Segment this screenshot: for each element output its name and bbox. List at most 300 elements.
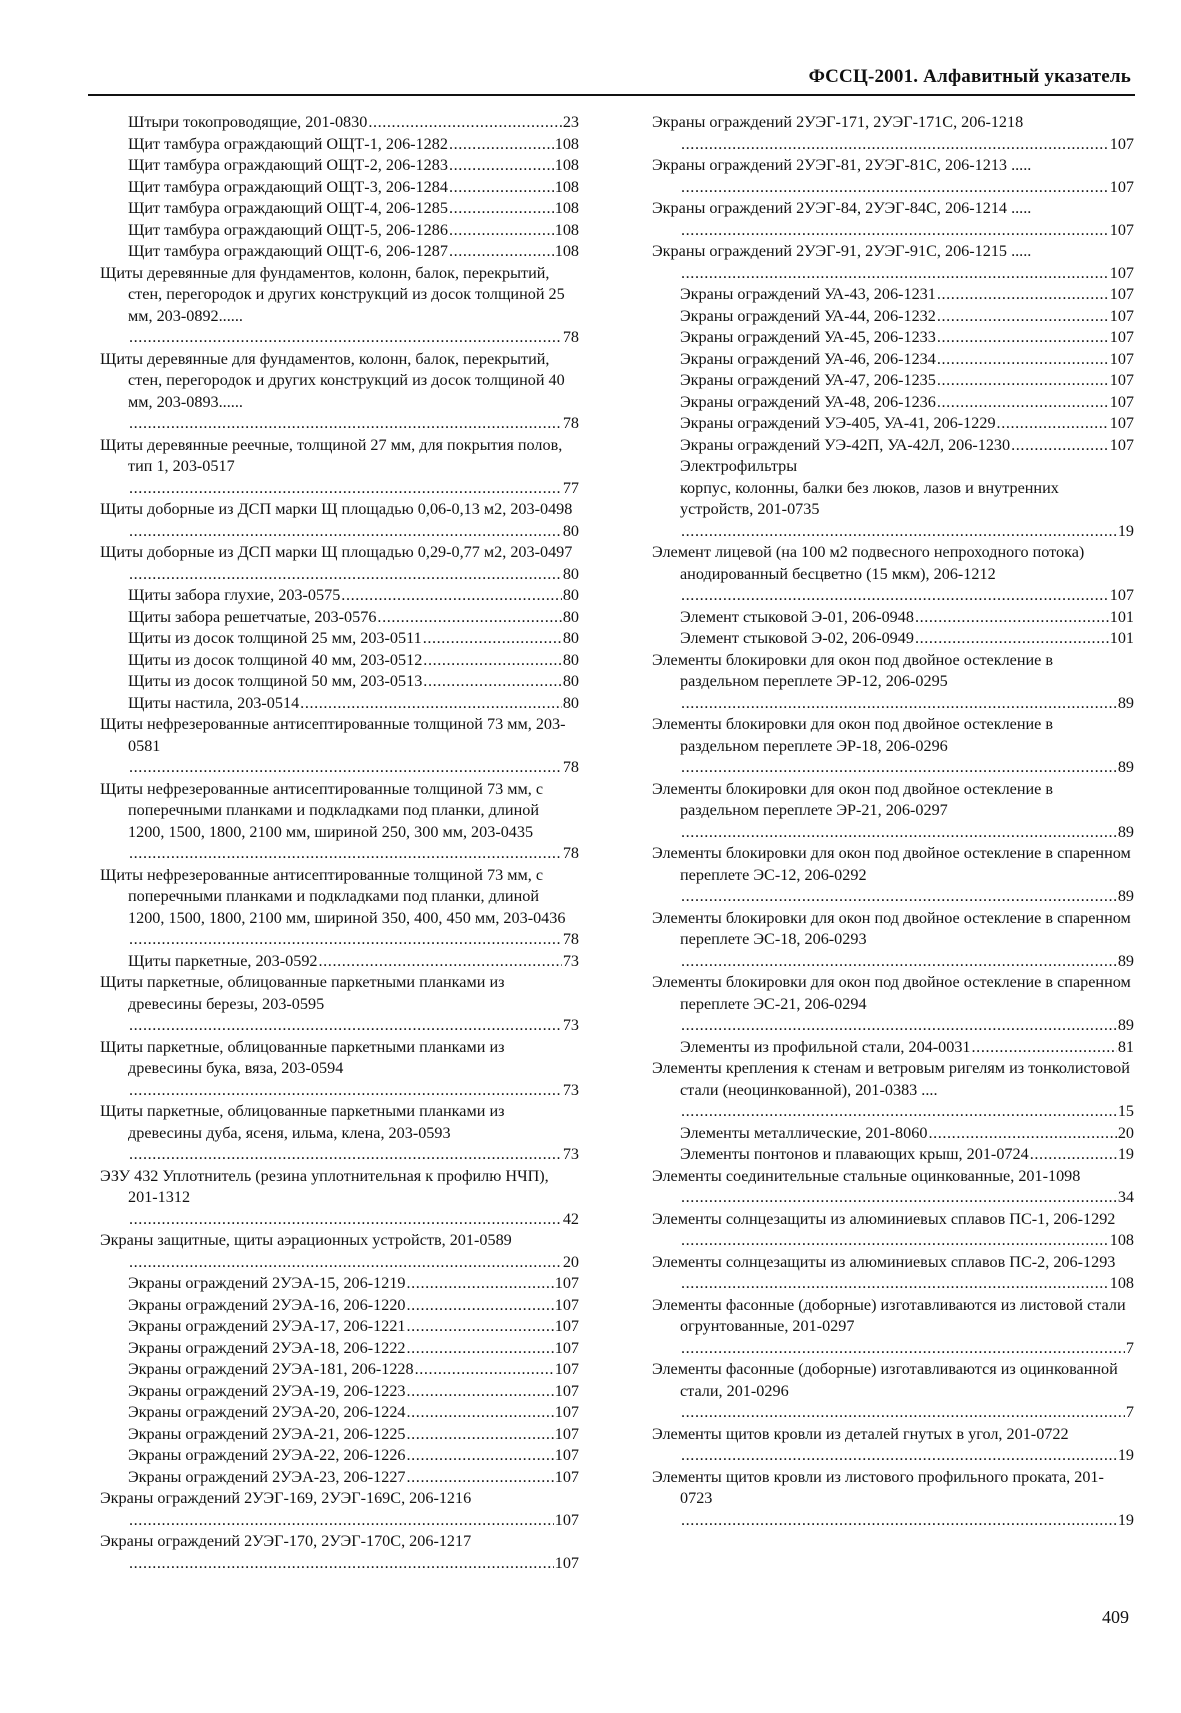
entry-line — [128, 1445, 579, 1467]
entry-text: Экраны ограждений УА-48, 206-1236 — [680, 392, 936, 411]
entry-text: Щит тамбура ограждающий ОЩТ-6, 206-1287 — [128, 242, 448, 260]
entry-page: 80 — [562, 629, 579, 647]
entry-page-line — [680, 1273, 1134, 1295]
entry-text: Щиты нефрезерованные антисептированные толщиной 73 мм, 203-0581 — [100, 715, 566, 755]
entry-page-line — [680, 263, 1134, 285]
entry-page-line — [680, 134, 1134, 156]
index-entry — [652, 1144, 1134, 1166]
entry-page: 107 — [1109, 285, 1134, 303]
dot-leader — [681, 1015, 1117, 1037]
entry-page: 89 — [1117, 951, 1134, 970]
index-entry — [652, 908, 1134, 973]
entry-text: Элементы щитов кровли из листового профильного проката, 201-0723 — [652, 1467, 1104, 1507]
page-number: 409 — [1102, 1607, 1129, 1627]
entry-line — [128, 1359, 579, 1381]
index-entry — [100, 1424, 579, 1446]
index-entry — [100, 1273, 579, 1295]
entry-page: 107 — [1109, 414, 1134, 432]
index-entry — [652, 650, 1134, 715]
dot-leader — [1030, 1144, 1117, 1166]
dot-leader — [129, 564, 562, 586]
dot-leader — [449, 155, 554, 177]
dot-leader — [937, 327, 1109, 349]
entry-text: Щиты доборные из ДСП марки Щ площадью 0,29-0,77 м2, 203-0497 — [100, 543, 573, 561]
entry-page: 78 — [562, 844, 579, 862]
entry-page-line — [128, 478, 579, 500]
dot-leader — [449, 134, 554, 156]
entry-line — [128, 1467, 579, 1489]
dot-leader — [129, 413, 562, 435]
entry-line — [128, 134, 579, 156]
entry-text: Щиты доборные из ДСП марки Щ площадью 0,06-0,13 м2, 203-0498 — [100, 500, 573, 518]
entry-page: 107 — [554, 1467, 579, 1486]
dot-leader — [681, 1230, 1109, 1252]
entry-line — [128, 1295, 579, 1317]
entry-page: 107 — [1109, 134, 1134, 153]
entry-text: Элементы из профильной стали, 204-0031 — [680, 1037, 971, 1056]
entry-page-line — [680, 585, 1134, 607]
entry-page-line — [680, 1015, 1134, 1037]
index-entry — [652, 779, 1134, 844]
entry-page: 80 — [562, 564, 579, 583]
entry-page: 107 — [1109, 586, 1134, 604]
index-entry — [652, 1209, 1134, 1252]
dot-leader — [319, 951, 562, 973]
entry-line — [680, 392, 1134, 414]
dot-leader — [681, 1402, 1125, 1424]
entry-page: 108 — [554, 199, 579, 217]
entry-text: Щиты паркетные, облицованные паркетными планками из древесины березы, 203-0595 — [100, 973, 505, 1013]
entry-text: Щиты деревянные реечные, толщиной 27 мм, для покрытия полов, тип 1, 203-0517 — [100, 435, 563, 475]
index-entry — [100, 241, 579, 263]
entry-line — [128, 628, 579, 650]
entry-page: 80 — [562, 586, 579, 604]
dot-leader — [407, 1381, 554, 1403]
index-entry — [100, 1488, 579, 1531]
entry-line — [128, 241, 579, 263]
index-entry — [100, 671, 579, 693]
entry-line — [680, 628, 1134, 650]
index-entry — [652, 241, 1134, 284]
dot-leader — [407, 1467, 554, 1489]
entry-line — [680, 435, 1134, 457]
entry-text: Элементы солнцезащиты из алюминиевых сплавов ПС-1, 206-1292 — [652, 1209, 1116, 1228]
dot-leader — [129, 1252, 562, 1274]
entry-page: 107 — [1109, 392, 1134, 411]
dot-leader — [129, 1209, 562, 1231]
entry-line — [680, 284, 1134, 306]
dot-leader — [681, 1273, 1109, 1295]
entry-text: Щиты забора глухие, 203-0575 — [128, 586, 341, 604]
entry-page: 107 — [1109, 177, 1134, 196]
entry-text: Экраны ограждений УЭ-42П, УА-42Л, 206-1230 — [680, 435, 1011, 454]
entry-page: 107 — [1109, 371, 1134, 389]
entry-text: Щиты настила, 203-0514 — [128, 693, 300, 712]
entry-page: 107 — [554, 1338, 579, 1357]
dot-leader — [129, 521, 562, 543]
dot-leader — [937, 370, 1109, 392]
entry-page-line — [128, 1015, 579, 1037]
entry-page: 15 — [1117, 1102, 1134, 1120]
entry-text: Щиты деревянные для фундаментов, колонн, балок, перекрытий, стен, перегородок и других конструкций из досок толщиной 40 мм, 203-0893...... — [100, 349, 565, 411]
entry-text: Экраны ограждений 2УЭГ-84, 2УЭГ-84С, 206-1214 ..... — [652, 199, 1032, 217]
dot-leader — [129, 1144, 562, 1166]
entry-text: Щиты нефрезерованные антисептированные толщиной 73 мм, с поперечными планками и подкладками под планки, длиной 1200, 1500, 1800, 2100 мм, шириной 350, 400, 450 мм, 203-0436 — [100, 865, 566, 927]
entry-page-line — [128, 327, 579, 349]
index-entry — [100, 177, 579, 199]
dot-leader — [1011, 435, 1109, 457]
entry-text: Элементы блокировки для окон под двойное остекление в раздельном переплете ЭР-12, 206-0295 — [652, 650, 1054, 690]
entry-page: 108 — [554, 177, 579, 196]
entry-text: Экраны ограждений 2УЭГ-170, 2УЭГ-170С, 206-1217 — [100, 1532, 472, 1550]
entry-line — [128, 177, 579, 199]
index-entry — [100, 585, 579, 607]
entry-text: Экраны ограждений УА-44, 206-1232 — [680, 306, 936, 325]
entry-text: Элементы блокировки для окон под двойное остекление в спаренном переплете ЭС-12, 206-0292 — [652, 844, 1131, 884]
dot-leader — [997, 413, 1109, 435]
index-entry — [100, 1359, 579, 1381]
index-entry — [100, 1445, 579, 1467]
entry-page: 107 — [554, 1317, 579, 1335]
entry-page-line — [680, 1402, 1134, 1424]
dot-leader — [681, 1510, 1117, 1532]
entry-text: Экраны защитные, щиты аэрационных устройств, 201-0589 — [100, 1231, 512, 1249]
entry-page: 108 — [554, 134, 579, 153]
entry-page-line — [680, 951, 1134, 973]
entry-page: 19 — [1117, 1145, 1134, 1163]
index-entry — [100, 779, 579, 865]
entry-page: 19 — [1117, 1510, 1134, 1529]
index-entry — [652, 1424, 1134, 1467]
entry-page-line — [680, 220, 1134, 242]
entry-text: Щиты паркетные, облицованные паркетными планками из древесины бука, вяза, 203-0594 — [100, 1037, 505, 1077]
entry-page-line — [128, 843, 579, 865]
dot-leader — [681, 263, 1109, 285]
index-entry — [652, 1058, 1134, 1123]
entry-page: 107 — [1109, 306, 1134, 325]
entry-text: Штыри токопроводящие, 201-0830 — [128, 113, 368, 131]
index-entry — [652, 198, 1134, 241]
entry-page-line — [680, 1445, 1134, 1467]
entry-line — [128, 951, 579, 973]
entry-page: 107 — [554, 1360, 579, 1378]
entry-page: 107 — [554, 1274, 579, 1292]
entry-text: Элементы фасонные (доборные) изготавливаются из оцинкованной стали, 201-0296 — [652, 1360, 1118, 1400]
entry-text: Элемент стыковой Э-01, 206-0948 — [680, 607, 914, 626]
entry-page-line — [128, 521, 579, 543]
entry-page: 108 — [554, 156, 579, 174]
entry-page: 89 — [1117, 758, 1134, 776]
dot-leader — [341, 585, 562, 607]
entry-line — [128, 1402, 579, 1424]
entry-line — [128, 1338, 579, 1360]
dot-leader — [407, 1295, 554, 1317]
entry-text: Элементы понтонов и плавающих крыш, 201-0724 — [680, 1145, 1029, 1163]
entry-page: 80 — [562, 650, 579, 669]
index-entry — [652, 284, 1134, 306]
index-entry — [652, 607, 1134, 629]
entry-text: Элементы блокировки для окон под двойное остекление в раздельном переплете ЭР-21, 206-0297 — [652, 779, 1054, 819]
entry-page: 107 — [554, 1510, 579, 1529]
dot-leader — [915, 628, 1109, 650]
index-entry — [652, 1252, 1134, 1295]
entry-line — [128, 693, 579, 715]
entry-page: 107 — [554, 1446, 579, 1464]
dot-leader — [681, 1338, 1125, 1360]
index-entry — [100, 1402, 579, 1424]
index-entry — [100, 349, 579, 435]
index-entry — [100, 435, 579, 500]
entry-text: Экраны ограждений 2УЭА-16, 206-1220 — [128, 1295, 406, 1314]
index-entry — [100, 1467, 579, 1489]
entry-text: Элементы металлические, 201-8060 — [680, 1123, 928, 1142]
entry-page: 107 — [1109, 328, 1134, 346]
entry-text: Элементы крепления к стенам и ветровым ригелям из тонколистовой стали (неоцинкованной), 201-0383 .... — [652, 1059, 1130, 1099]
dot-leader — [681, 1101, 1117, 1123]
entry-page: 77 — [562, 478, 579, 497]
entry-text: Щиты из досок толщиной 25 мм, 203-0511 — [128, 629, 422, 647]
index-entry — [100, 1316, 579, 1338]
entry-text: Элемент лицевой (на 100 м2 подвесного непроходного потока) анодированный бесцветно (15 мкм), 206-1212 — [652, 543, 1085, 583]
dot-leader — [937, 306, 1109, 328]
entry-text: Экраны ограждений УА-46, 206-1234 — [680, 349, 936, 368]
right-column — [652, 112, 1134, 1531]
entry-text: Экраны ограждений 2УЭГ-81, 2УЭГ-81С, 206-1213 ..... — [652, 156, 1032, 174]
entry-page-line — [680, 1338, 1134, 1360]
index-entry — [100, 1230, 579, 1273]
entry-page: 107 — [554, 1553, 579, 1572]
index-entry — [100, 1381, 579, 1403]
index-entry — [652, 1359, 1134, 1424]
index-entry — [100, 112, 579, 134]
index-entry — [652, 327, 1134, 349]
entry-page: 80 — [562, 672, 579, 690]
entry-line — [128, 650, 579, 672]
dot-leader — [937, 349, 1109, 371]
entry-text: Щиты забора решетчатые, 203-0576 — [128, 607, 377, 626]
index-entry — [100, 972, 579, 1037]
dot-leader — [681, 220, 1109, 242]
index-entry — [100, 693, 579, 715]
entry-page: 78 — [562, 930, 579, 948]
entry-page: 107 — [554, 1424, 579, 1443]
index-entry — [652, 542, 1134, 607]
entry-text: Элементы блокировки для окон под двойное остекление в спаренном переплете ЭС-18, 206-0293 — [652, 908, 1131, 948]
dot-leader — [681, 886, 1117, 908]
entry-line — [680, 370, 1134, 392]
entry-text: Щит тамбура ограждающий ОЩТ-5, 206-1286 — [128, 220, 448, 239]
entry-line — [680, 349, 1134, 371]
entry-page-line — [680, 822, 1134, 844]
entry-page: 107 — [554, 1295, 579, 1314]
entry-line — [680, 327, 1134, 349]
dot-leader — [937, 284, 1109, 306]
entry-page: 81 — [1117, 1037, 1134, 1056]
index-entry — [652, 714, 1134, 779]
entry-text: Элементы блокировки для окон под двойное остекление в раздельном переплете ЭР-18, 206-0296 — [652, 715, 1054, 755]
dot-leader — [407, 1424, 554, 1446]
dot-leader — [407, 1273, 554, 1295]
dot-leader — [681, 693, 1117, 715]
entry-line — [128, 607, 579, 629]
entry-page-line — [128, 564, 579, 586]
dot-leader — [407, 1338, 554, 1360]
entry-page: 80 — [562, 607, 579, 626]
entry-page: 108 — [554, 220, 579, 239]
index-entry — [100, 714, 579, 779]
entry-page: 101 — [1109, 629, 1134, 647]
index-entry — [100, 1037, 579, 1102]
index-entry — [100, 499, 579, 542]
index-entry — [100, 1338, 579, 1360]
index-entry — [100, 155, 579, 177]
dot-leader — [681, 134, 1109, 156]
dot-leader — [681, 1445, 1117, 1467]
entry-page: 7 — [1125, 1403, 1134, 1421]
dot-leader — [407, 1316, 554, 1338]
index-entry — [100, 1166, 579, 1231]
entry-text: Элементы солнцезащиты из алюминиевых сплавов ПС-2, 206-1293 — [652, 1252, 1116, 1271]
entry-page: 20 — [562, 1252, 579, 1271]
entry-page: 80 — [562, 521, 579, 540]
entry-page-line — [128, 1553, 579, 1575]
dot-leader — [368, 112, 561, 134]
index-entry — [100, 263, 579, 349]
entry-page-line — [680, 1230, 1134, 1252]
dot-leader — [681, 951, 1117, 973]
entry-page-line — [680, 177, 1134, 199]
entry-text: Экраны ограждений 2УЭА-18, 206-1222 — [128, 1338, 406, 1357]
index-entry — [652, 413, 1134, 435]
entry-text: Элемент стыковой Э-02, 206-0949 — [680, 629, 914, 647]
entry-text: Щиты нефрезерованные антисептированные толщиной 73 мм, с поперечными планками и подкладками под планки, длиной 1200, 1500, 1800, 2100 мм, шириной 250, 300 мм, 203-0435 — [100, 779, 544, 841]
index-entry — [100, 865, 579, 951]
index-entry — [652, 478, 1134, 543]
entry-text: Щиты из досок толщиной 40 мм, 203-0512 — [128, 650, 423, 669]
entry-page: 107 — [1109, 263, 1134, 282]
entry-page: 78 — [562, 758, 579, 776]
index-entry — [100, 607, 579, 629]
entry-text: ЭЗУ 432 Уплотнитель (резина уплотнительная к профилю НЧП), 201-1312 — [100, 1166, 549, 1206]
entry-line — [680, 1144, 1134, 1166]
dot-leader — [423, 671, 562, 693]
index-entry — [652, 1295, 1134, 1360]
entry-page: 101 — [1109, 607, 1134, 626]
entry-text: Элементы щитов кровли из деталей гнутых в угол, 201-0722 — [652, 1424, 1069, 1443]
entry-line — [128, 112, 579, 134]
dot-leader — [449, 241, 554, 263]
entry-text: Щиты деревянные для фундаментов, колонн, балок, перекрытий, стен, перегородок и других конструкций из досок толщиной 25 мм, 203-0892...... — [100, 263, 565, 325]
entry-page-line — [128, 1252, 579, 1274]
index-entry — [652, 435, 1134, 457]
dot-leader — [449, 198, 554, 220]
dot-leader — [928, 1123, 1116, 1145]
dot-leader — [972, 1037, 1117, 1059]
dot-leader — [681, 521, 1117, 543]
dot-leader — [415, 1359, 554, 1381]
dot-leader — [681, 822, 1117, 844]
entry-text: Щит тамбура ограждающий ОЩТ-3, 206-1284 — [128, 177, 448, 196]
entry-page: 73 — [562, 1080, 579, 1099]
entry-line — [128, 585, 579, 607]
index-entry — [652, 1467, 1134, 1532]
dot-leader — [407, 1445, 554, 1467]
dot-leader — [300, 693, 562, 715]
dot-leader — [129, 1553, 554, 1575]
index-entry — [100, 628, 579, 650]
entry-line — [128, 671, 579, 693]
index-entry — [652, 1123, 1134, 1145]
dot-leader — [681, 177, 1109, 199]
entry-text: Экраны ограждений 2УЭА-19, 206-1223 — [128, 1381, 406, 1400]
entry-page: 108 — [1109, 1274, 1134, 1292]
entry-page: 19 — [1117, 521, 1134, 540]
dot-leader — [681, 585, 1109, 607]
dot-leader — [129, 478, 562, 500]
entry-text: Щиты из досок толщиной 50 мм, 203-0513 — [128, 672, 423, 690]
dot-leader — [449, 177, 554, 199]
entry-text: Щиты паркетные, 203-0592 — [128, 951, 318, 970]
index-entry — [652, 392, 1134, 414]
entry-text: Экраны ограждений 2УЭГ-171, 2УЭГ-171С, 206-1218 — [652, 113, 1024, 131]
entry-text: Экраны ограждений УА-43, 206-1231 — [680, 285, 936, 303]
entry-page-line — [128, 1510, 579, 1532]
entry-page-line — [128, 929, 579, 951]
entry-page: 107 — [554, 1403, 579, 1421]
entry-page: 78 — [562, 328, 579, 346]
dot-leader — [407, 1402, 554, 1424]
entry-page: 89 — [1117, 887, 1134, 905]
entry-page-line — [680, 1187, 1134, 1209]
entry-line — [128, 1381, 579, 1403]
dot-leader — [937, 392, 1109, 414]
entry-text: Экраны ограждений УЭ-405, УА-41, 206-1229 — [680, 414, 996, 432]
entry-text: Экраны ограждений 2УЭА-181, 206-1228 — [128, 1360, 414, 1378]
header-rule — [88, 94, 1135, 96]
entry-text: Экраны ограждений 2УЭА-15, 206-1219 — [128, 1274, 406, 1292]
entry-page: 73 — [562, 1145, 579, 1163]
dot-leader — [129, 843, 562, 865]
entry-text: Щит тамбура ограждающий ОЩТ-4, 206-1285 — [128, 199, 448, 217]
entry-line — [680, 607, 1134, 629]
entry-page-line — [680, 1101, 1134, 1123]
entry-page-line — [680, 1510, 1134, 1532]
entry-page-line — [128, 1144, 579, 1166]
dot-leader — [129, 1080, 562, 1102]
dot-leader — [449, 220, 554, 242]
running-header: ФССЦ-2001. Алфавитный указатель — [808, 66, 1131, 87]
dot-leader — [129, 1015, 562, 1037]
dot-leader — [681, 757, 1117, 779]
entry-page: 107 — [1109, 349, 1134, 368]
entry-page: 107 — [1109, 435, 1134, 454]
entry-line — [128, 1424, 579, 1446]
index-entry — [100, 134, 579, 156]
index-entry — [652, 1037, 1134, 1059]
entry-page: 107 — [1109, 220, 1134, 239]
index-entry — [652, 349, 1134, 371]
entry-page-line — [680, 757, 1134, 779]
dot-leader — [129, 327, 562, 349]
entry-text: Экраны ограждений 2УЭА-21, 206-1225 — [128, 1424, 406, 1443]
index-entry — [652, 456, 1134, 478]
dot-leader — [423, 650, 562, 672]
index-entry — [100, 1531, 579, 1574]
entry-page: 42 — [562, 1209, 579, 1228]
entry-text: Экраны ограждений 2УЭГ-169, 2УЭГ-169С, 206-1216 — [100, 1489, 472, 1507]
entry-text: Щит тамбура ограждающий ОЩТ-1, 206-1282 — [128, 134, 448, 153]
entry-page: 89 — [1117, 693, 1134, 712]
